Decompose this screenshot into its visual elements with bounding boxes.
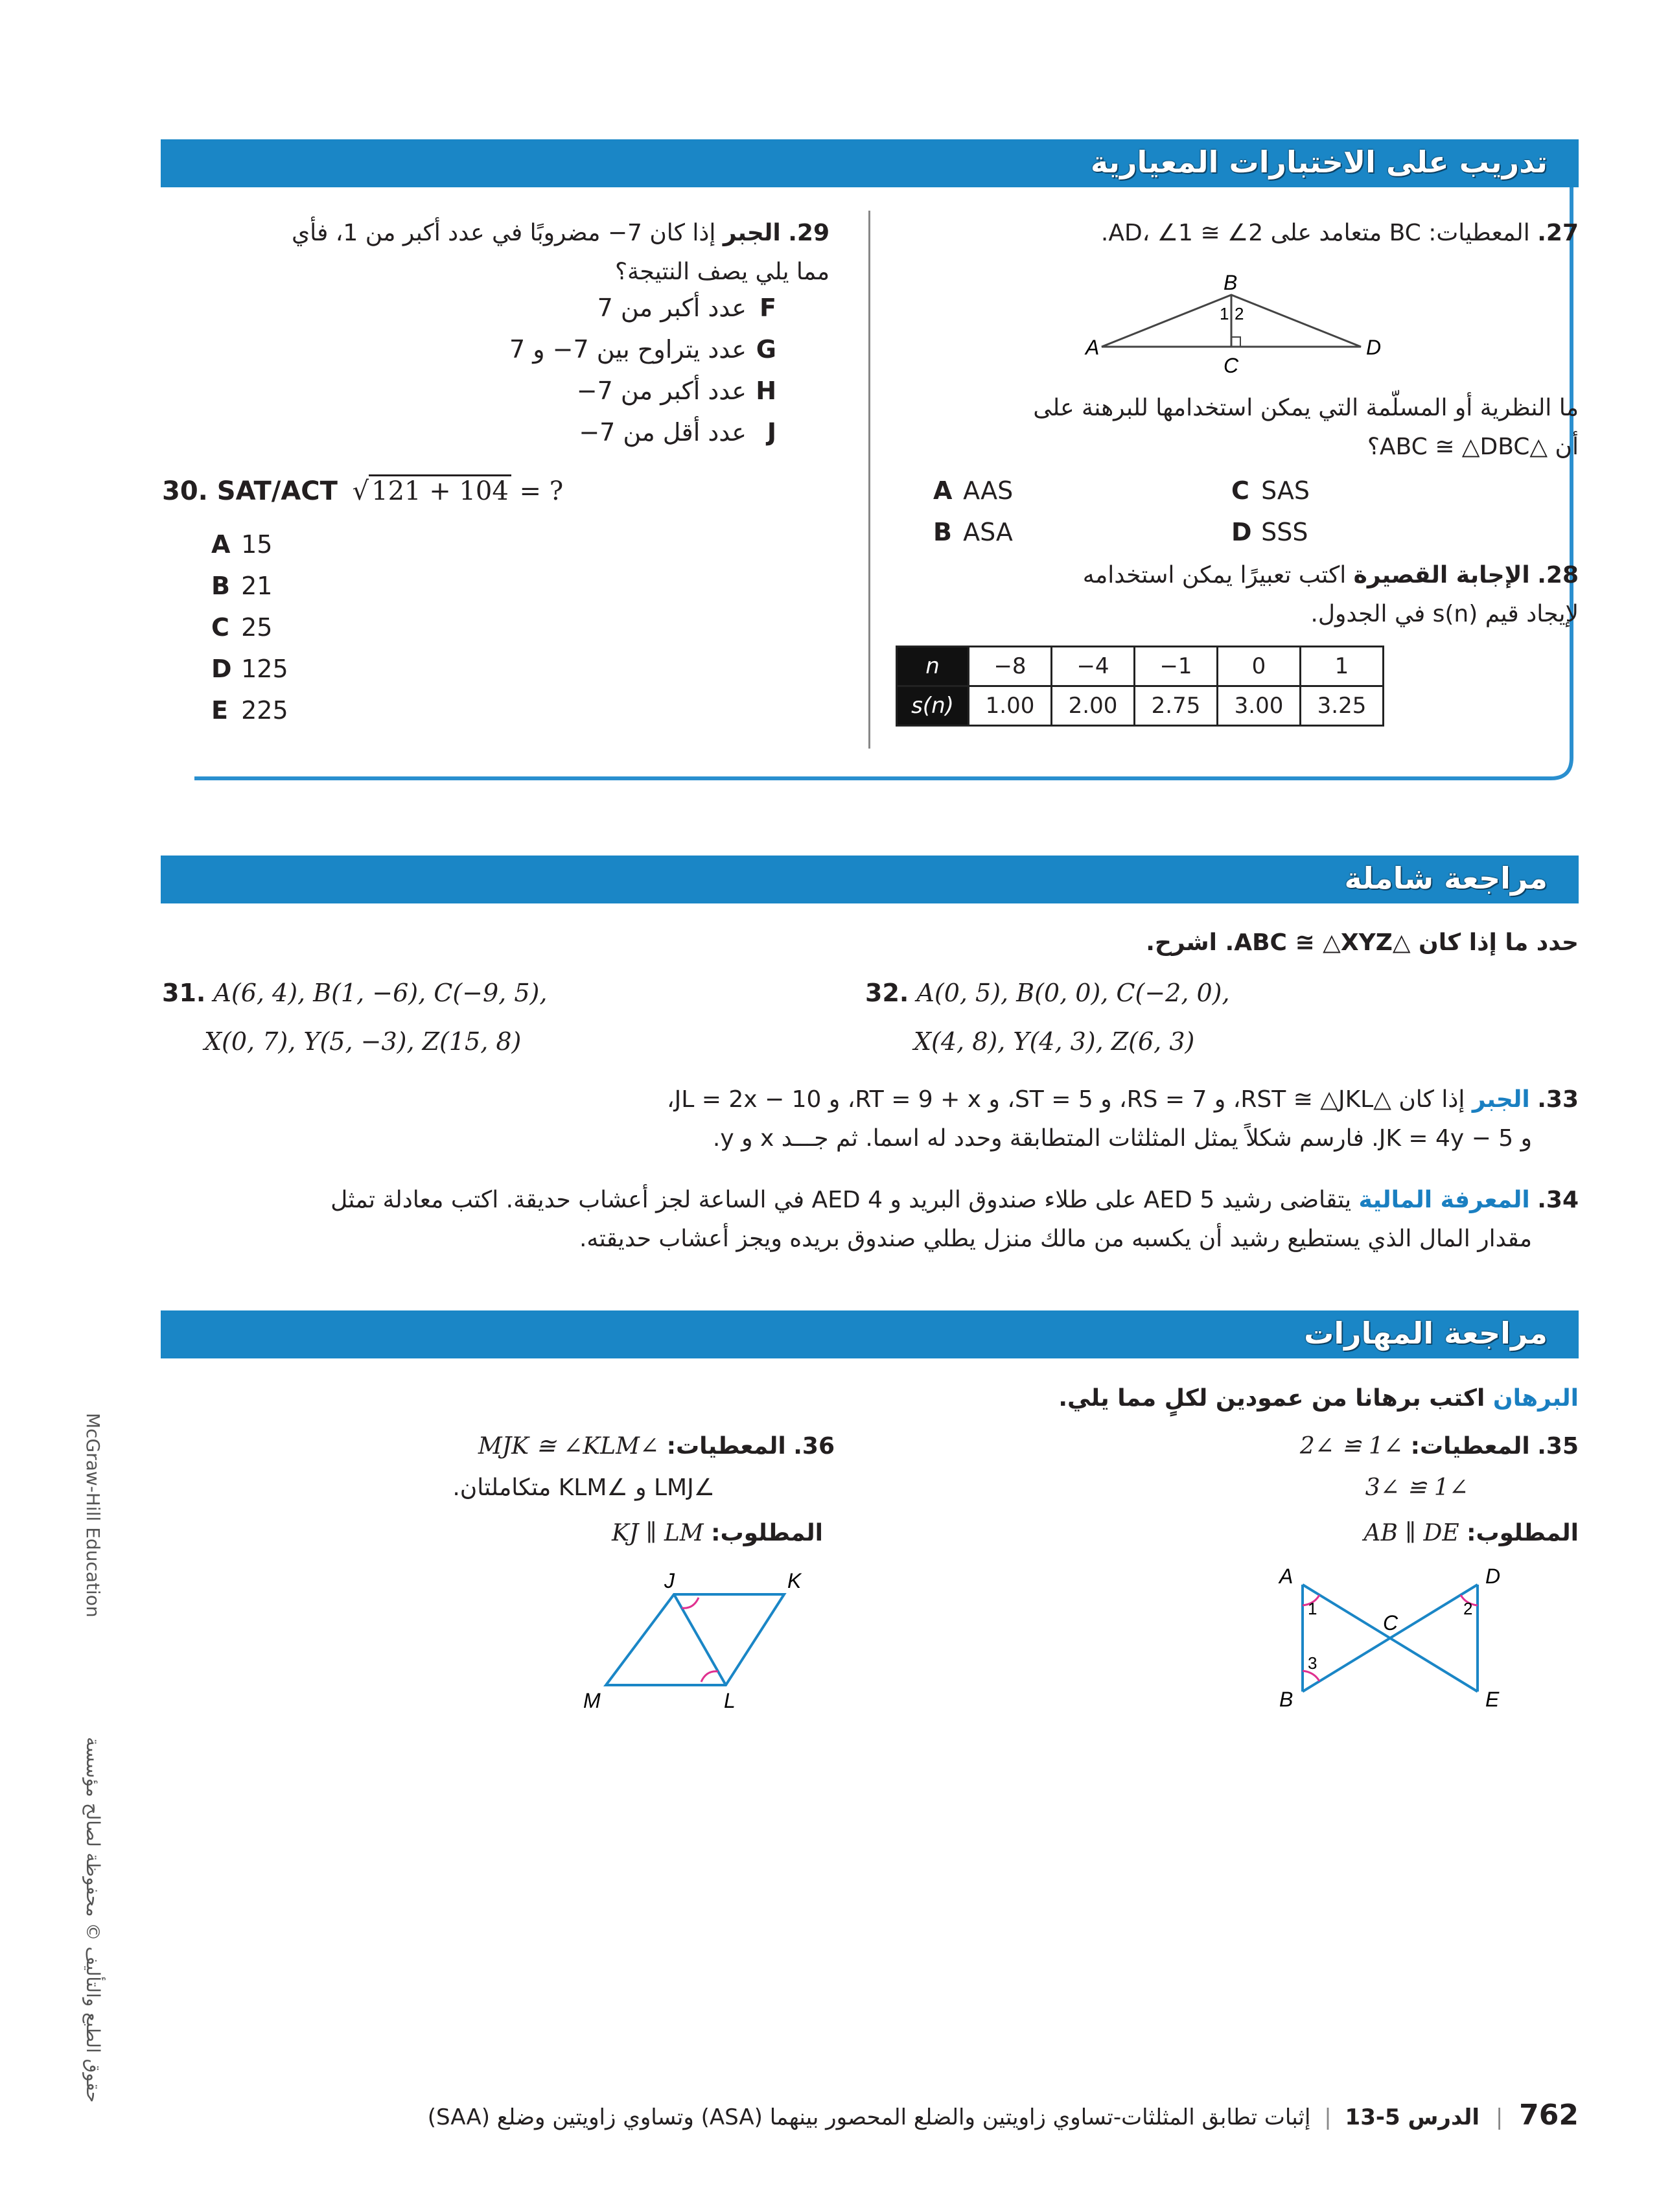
angle-3: 3 (1308, 1653, 1317, 1673)
label-M: M (583, 1689, 601, 1708)
q27-triangle-figure (1076, 269, 1413, 379)
q35-given: 35. المعطيات: ∠1 ≅ ∠2 ∠1 ≅ ∠3 (1299, 1433, 1579, 1501)
q35-prove: المطلوب: AB ∥ DE (1363, 1520, 1579, 1546)
angle-1: 1 (1220, 304, 1229, 323)
label-B: B (1279, 1688, 1294, 1708)
skills-intro: البرهان اكتب برهانا من عمودين لكلٍ مما يلي. (1058, 1385, 1579, 1412)
section-header-standardized (161, 139, 1579, 187)
label-A: A (1279, 1565, 1294, 1588)
label-B: B (1224, 271, 1238, 294)
q34: 34. المعرفة المالية يتقاضى رشيد 5 AED على طلاء صندوق البريد و 4 AED في الساعة لجز أعشاب حديقة. اكتب معادلة تمثل مقدار المال الذي يستطيع رشيد أن يكسبه من مالك منزل يطلي صندوق بريده ويجز أعشاب حديقته. (331, 1187, 1579, 1252)
spiral-intro: حدد ما إذا كان △ABC ≅ △XYZ. اشرح. (1146, 929, 1579, 956)
label-A: A (1085, 336, 1100, 359)
footer: 762 | الدرس 5-13 | إثبات تطابق المثلثات-تساوي زاويتين والضلع المحصور بينهما (ASA) وتساوي زاويتين وضلع (SAA) (427, 2099, 1579, 2132)
option-c[interactable]: C 25 (211, 613, 273, 642)
lesson-label: الدرس 5-13 (1345, 2104, 1480, 2130)
sidebar-copyright: McGraw-Hill Education (82, 1413, 104, 1618)
lesson-title: إثبات تطابق المثلثات-تساوي زاويتين والضلع المحصور بينهما (ASA) وتساوي زاويتين وضلع (SAA) (427, 2104, 1311, 2130)
label-K: K (787, 1569, 802, 1592)
option-b[interactable]: B ASA (933, 518, 1013, 546)
option-d[interactable]: D SSS (1231, 518, 1308, 546)
angle-1: 1 (1308, 1599, 1317, 1618)
option-f[interactable]: F عدد أكبر من 7 (597, 294, 776, 322)
section-header-spiral (161, 856, 1579, 903)
section-header-skills (161, 1310, 1579, 1358)
q36-figure (570, 1565, 830, 1708)
q27-options (933, 470, 1322, 553)
q36-prove: المطلوب: KJ ∥ LM (612, 1520, 823, 1546)
label-D: D (1485, 1565, 1501, 1588)
q31: 31. A(6, 4), B(1, −6), C(−9, 5), X(0, 7), Y(5, −3), Z(15, 8) (162, 979, 548, 1056)
option-e[interactable]: E 225 (211, 696, 288, 725)
page-number: 762 (1519, 2099, 1579, 2132)
option-h[interactable]: H عدد أكبر من 7− (576, 377, 776, 405)
angle-2: 2 (1463, 1599, 1473, 1618)
sidebar-rights: حقوق الطبع والتأليف © محفوظة لصالح مؤسسة (82, 1737, 104, 2103)
option-a[interactable]: A AAS (933, 476, 1014, 505)
option-a[interactable]: A 15 (211, 530, 273, 559)
q29-text: 29. الجبر إذا كان 7− مضروبًا في عدد أكبر من 1، فأي مما يلي يصف النتيجة؟ (291, 220, 830, 285)
q29-options (323, 287, 776, 453)
label-J: J (664, 1569, 675, 1592)
q27-given: 27. المعطيات: BC متعامد على AD، ∠1 ≅ ∠2. (1100, 220, 1579, 246)
section-title: مراجعة المهارات (1304, 1316, 1548, 1351)
section-title: تدريب على الاختبارات المعيارية (1090, 145, 1548, 180)
option-b[interactable]: B 21 (211, 572, 273, 600)
label-C: C (1224, 354, 1239, 377)
q30-options (211, 524, 406, 731)
label-E: E (1485, 1688, 1500, 1708)
label-L: L (724, 1689, 736, 1708)
section-title: مراجعة شاملة (1344, 861, 1548, 896)
label-D: D (1366, 336, 1382, 359)
angle-2: 2 (1235, 304, 1244, 323)
q32: 32. A(0, 5), B(0, 0), C(−2, 0), X(4, 8), Y(4, 3), Z(6, 3) (865, 979, 1230, 1056)
q30-question: 30. SAT/ACT √ 121 + 104 = ? (162, 476, 563, 506)
q33: 33. الجبر إذا كان △RST ≅ △JKL، و RS = 7، و ST = 5، و RT = 9 + x، و JL = 2x − 10، و JK = 4y − 5. فارسم شكلاً يمثل المثلثات المتطابقة وحدد له اسما. ثم جـــد x و y. (667, 1086, 1579, 1152)
label-C: C (1383, 1611, 1398, 1635)
q35-figure (1264, 1565, 1503, 1708)
option-d[interactable]: D 125 (211, 655, 288, 683)
column-divider (868, 211, 870, 749)
option-c[interactable]: C SAS (1231, 476, 1310, 505)
q28-text: 28. الإجابة القصيرة اكتب تعبيرًا يمكن استخدامه لإيجاد قيم s(n) في الجدول. (1082, 562, 1579, 627)
q27-question: ما النظرية أو المسلّمة التي يمكن استخدامها للبرهنة على أن △ABC ≅ △DBC؟ (1033, 395, 1579, 460)
q36-given: 36. المعطيات: ∠MJK ≅ ∠KLM ∠LMJ و ∠KLM متكاملتان. (452, 1433, 835, 1501)
q28-table: n −8 −4 −1 0 1 s(n) 1.00 2.00 2.75 3.00 3.25 (896, 646, 1384, 727)
option-g[interactable]: G عدد يتراوح بين 7− و 7 (509, 335, 776, 364)
option-j[interactable]: J عدد أقل من 7− (579, 418, 776, 447)
